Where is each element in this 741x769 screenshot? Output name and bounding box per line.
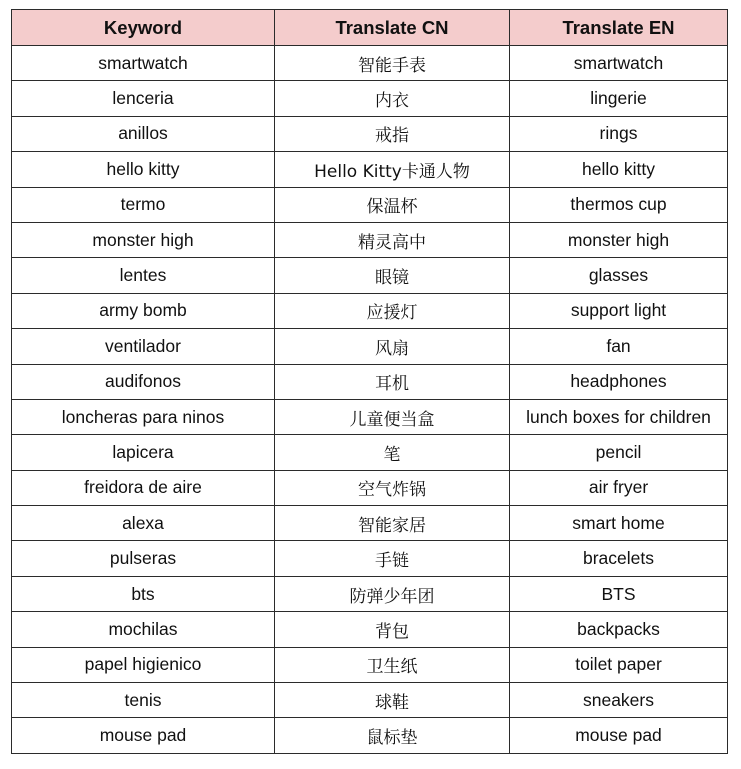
table-row — [12, 329, 728, 364]
translate-en-cell: air fryer — [510, 470, 728, 505]
table-row — [12, 612, 728, 647]
keyword-cell: termo — [12, 187, 275, 222]
keyword-cell: mouse pad — [12, 718, 275, 753]
translate-en-cell: support light — [510, 293, 728, 328]
translate-cn-cell: 风扇 — [275, 329, 510, 364]
keyword-cell: pulseras — [12, 541, 275, 576]
translate-en-cell: headphones — [510, 364, 728, 399]
table-row — [12, 152, 728, 187]
table-row — [12, 399, 728, 434]
translate-en-cell: lingerie — [510, 81, 728, 116]
translate-en-cell: fan — [510, 329, 728, 364]
translate-cn-cell: Hello Kitty卡通人物 — [275, 152, 510, 187]
keyword-cell: anillos — [12, 116, 275, 151]
translate-en-cell: BTS — [510, 576, 728, 611]
header-keyword: Keyword — [12, 10, 275, 46]
translate-en-cell: bracelets — [510, 541, 728, 576]
keyword-cell: audifonos — [12, 364, 275, 399]
translate-cn-cell: 耳机 — [275, 364, 510, 399]
translate-cn-cell: 手链 — [275, 541, 510, 576]
translate-cn-cell: 笔 — [275, 435, 510, 470]
table-row — [12, 683, 728, 718]
translate-cn-cell: 鼠标垫 — [275, 718, 510, 753]
table-row — [12, 506, 728, 541]
header-translate-cn: Translate CN — [275, 10, 510, 46]
translate-cn-cell: 背包 — [275, 612, 510, 647]
translate-cn-cell: 精灵高中 — [275, 222, 510, 257]
table-row — [12, 541, 728, 576]
header-row — [12, 10, 728, 46]
table-row — [12, 647, 728, 682]
translate-cn-cell: 保温杯 — [275, 187, 510, 222]
table-row — [12, 81, 728, 116]
translate-cn-cell: 内衣 — [275, 81, 510, 116]
keyword-cell: mochilas — [12, 612, 275, 647]
keyword-cell: bts — [12, 576, 275, 611]
table-row — [12, 718, 728, 753]
keyword-cell: freidora de aire — [12, 470, 275, 505]
keyword-cell: tenis — [12, 683, 275, 718]
translate-en-cell: glasses — [510, 258, 728, 293]
table-row — [12, 576, 728, 611]
translate-cn-cell: 空气炸锅 — [275, 470, 510, 505]
translate-cn-cell: 球鞋 — [275, 683, 510, 718]
translate-en-cell: mouse pad — [510, 718, 728, 753]
keyword-translation-table — [11, 9, 728, 754]
keyword-translation-table-container — [11, 9, 728, 754]
keyword-cell: monster high — [12, 222, 275, 257]
translate-en-cell: rings — [510, 116, 728, 151]
keyword-cell: hello kitty — [12, 152, 275, 187]
translate-en-cell: toilet paper — [510, 647, 728, 682]
keyword-cell: smartwatch — [12, 46, 275, 81]
keyword-cell: loncheras para ninos — [12, 399, 275, 434]
translate-cn-cell: 儿童便当盒 — [275, 399, 510, 434]
table-row — [12, 187, 728, 222]
translate-cn-cell: 戒指 — [275, 116, 510, 151]
translate-en-cell: thermos cup — [510, 187, 728, 222]
translate-en-cell: lunch boxes for children — [510, 399, 728, 434]
translate-en-cell: backpacks — [510, 612, 728, 647]
translate-en-cell: smart home — [510, 506, 728, 541]
translate-cn-cell: 智能手表 — [275, 46, 510, 81]
table-row — [12, 116, 728, 151]
translate-cn-cell: 防弹少年团 — [275, 576, 510, 611]
keyword-cell: lentes — [12, 258, 275, 293]
keyword-cell: lapicera — [12, 435, 275, 470]
table-row — [12, 435, 728, 470]
header-translate-en: Translate EN — [510, 10, 728, 46]
keyword-cell: army bomb — [12, 293, 275, 328]
table-row — [12, 470, 728, 505]
translate-en-cell: pencil — [510, 435, 728, 470]
keyword-cell: papel higienico — [12, 647, 275, 682]
table-row — [12, 258, 728, 293]
keyword-cell: ventilador — [12, 329, 275, 364]
translate-cn-cell: 眼镜 — [275, 258, 510, 293]
translate-en-cell: monster high — [510, 222, 728, 257]
translate-en-cell: sneakers — [510, 683, 728, 718]
translate-cn-cell: 应援灯 — [275, 293, 510, 328]
keyword-cell: lenceria — [12, 81, 275, 116]
table-row — [12, 46, 728, 81]
keyword-cell: alexa — [12, 506, 275, 541]
table-row — [12, 222, 728, 257]
translate-en-cell: smartwatch — [510, 46, 728, 81]
translate-cn-cell: 卫生纸 — [275, 647, 510, 682]
translate-cn-cell: 智能家居 — [275, 506, 510, 541]
table-body — [12, 46, 728, 754]
table-row — [12, 293, 728, 328]
table-row — [12, 364, 728, 399]
translate-en-cell: hello kitty — [510, 152, 728, 187]
